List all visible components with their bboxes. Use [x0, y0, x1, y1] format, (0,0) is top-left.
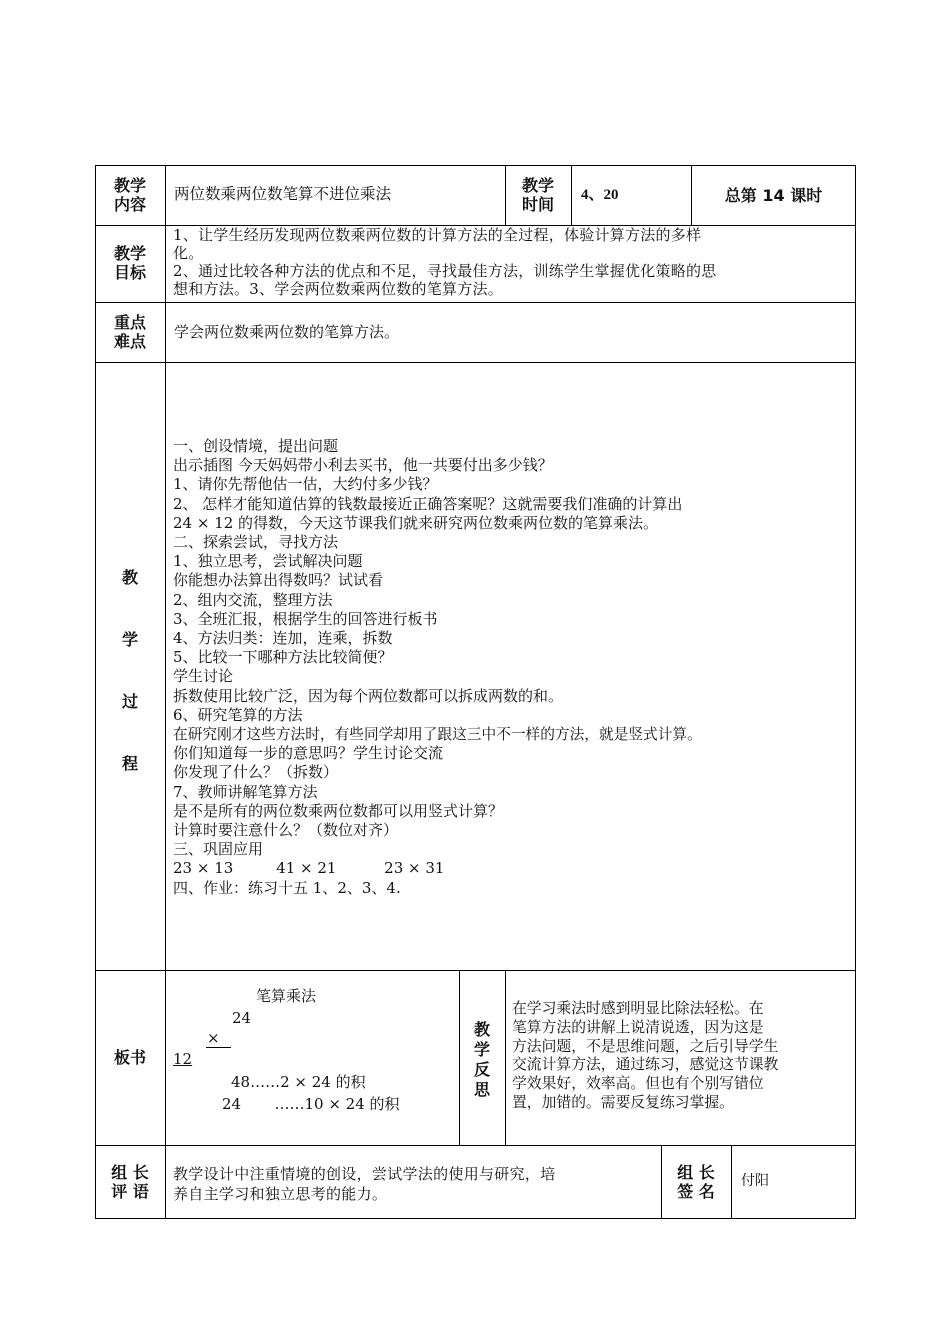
- reflection-line: 笔算方法的讲解上说清说透，因为这是: [512, 1018, 764, 1036]
- goals-label-text: 教学 目标: [113, 244, 146, 282]
- time-value: 4、20: [581, 187, 619, 203]
- process-line: 四、作业：练习十五 1、2、3、4.: [173, 878, 401, 897]
- review-line: 教学设计中注重情境的创设，尝试学法的使用与研究，培: [173, 1165, 556, 1183]
- goals-label: [95, 244, 165, 282]
- row-divider: [95, 970, 856, 971]
- reflection-line: 学效果好，效率高。但也有个别写错位: [512, 1075, 764, 1093]
- process-line: 二、探索尝试，寻找方法: [173, 533, 339, 552]
- process-label-char: 程: [121, 754, 138, 773]
- process-line: 你们知道每一步的意思吗？学生讨论交流: [173, 744, 444, 763]
- process-line: 24 × 12 的得数，今天这节课我们就来研究两位数乘两位数的笔算乘法。: [173, 513, 659, 532]
- process-text: [173, 437, 702, 898]
- sign-value: 付阳: [741, 1173, 769, 1189]
- lesson-total: 总第 14 课时: [724, 186, 823, 205]
- review-line: 养自主学习和独立思考的能力。: [173, 1185, 388, 1203]
- review-label: [95, 1163, 165, 1201]
- keypoints-value: 学会两位数乘两位数的笔算方法。: [174, 323, 400, 341]
- goals-line: 2、通过比较各种方法的优点和不足，寻找最佳方法，训练学生掌握优化策略的思: [173, 262, 717, 280]
- time-label-text: 教学 时间: [521, 176, 554, 214]
- process-label-char: 过: [121, 692, 138, 711]
- reflection-line: 置，加错的。需要反复练习掌握。: [512, 1093, 734, 1111]
- row-divider: [95, 1145, 856, 1146]
- process-line: 2、 怎样才能知道估算的钱数最接近正确答案呢？这就需要我们准确的计算出: [173, 494, 683, 513]
- row-divider: [95, 362, 856, 363]
- process-line: 7、教师讲解笔算方法: [173, 782, 318, 801]
- board-step2: 24 ……10 × 24 的积: [222, 1095, 400, 1113]
- keypoints-label-text: 重点 难点: [113, 313, 146, 351]
- goals-line: 化。: [173, 244, 204, 262]
- review-label-text: 组 长 评 语: [111, 1163, 149, 1201]
- board-num2: 12: [173, 1050, 193, 1068]
- process-line: 5、比较一下哪种方法比较简便？: [173, 648, 393, 667]
- col-divider: [165, 165, 166, 1219]
- process-line: 在研究刚才这些方法时，有些同学却用了跟这三中不一样的方法，就是竖式计算。: [173, 726, 702, 744]
- process-line: 3、全班汇报，根据学生的回答进行板书: [173, 609, 438, 628]
- process-line: 2、组内交流，整理方法: [173, 590, 333, 609]
- reflection-line: 在学习乘法时感到明显比除法轻松。在: [512, 1000, 764, 1017]
- board-times: ×: [207, 1029, 220, 1047]
- process-line: 你发现了什么？（拆数）: [173, 763, 339, 782]
- board-num1: 24: [232, 1009, 252, 1027]
- board-title: 笔算乘法: [256, 987, 317, 1005]
- board-step1: 48……2 × 24 的积: [231, 1073, 366, 1091]
- board-rule: [206, 1047, 231, 1048]
- content-value: 两位数乘两位数笔算不进位乘法: [174, 185, 392, 203]
- reflection-label: [459, 1020, 505, 1100]
- content-label: [95, 176, 165, 214]
- col-divider: [731, 1145, 732, 1219]
- process-line: 一、创设情境，提出问题: [173, 437, 339, 455]
- content-label-text: 教学 内容: [113, 176, 146, 214]
- process-label-char: 教: [121, 568, 138, 587]
- reflection-text: [512, 1000, 778, 1113]
- col-divider: [571, 165, 572, 225]
- process-line: 拆数使用比较广泛，因为每个两位数都可以拆成两数的和。: [173, 686, 564, 705]
- goals-text: [173, 226, 717, 298]
- reflection-line: 交流计算方法，通过练习，感觉这节课教: [512, 1056, 779, 1074]
- keypoints-label: [95, 313, 165, 351]
- process-line: 1、独立思考，尝试解决问题: [173, 552, 363, 571]
- process-line: 1、请你先帮他估一估，大约付多少钱？: [173, 475, 438, 494]
- process-line: 4、方法归类：连加，连乘，拆数: [173, 629, 393, 648]
- process-label-char: 学: [121, 630, 138, 649]
- process-line: 出示插图 今天妈妈带小利去买书，他一共要付出多少钱？: [173, 456, 553, 475]
- process-line: 计算时要注意什么？（数位对齐）: [173, 821, 399, 840]
- sign-label-text: 组 长 签 名: [677, 1163, 715, 1201]
- col-divider: [505, 970, 506, 1145]
- row-divider: [95, 302, 856, 303]
- process-line: 三、巩固应用: [173, 840, 264, 859]
- time-label: [505, 176, 571, 214]
- goals-line: 1、让学生经历发现两位数乘两位数的计算方法的全过程，体验计算方法的多样: [173, 226, 702, 244]
- process-line: 你能想办法算出得数吗？试试看: [173, 571, 384, 590]
- process-line: 是不是所有的两位数乘两位数都可以用竖式计算？: [173, 801, 504, 820]
- reflection-line: 方法问题，不是思维问题，之后引导学生: [512, 1037, 779, 1055]
- goals-line: 想和方法。3、学会两位数乘两位数的笔算方法。: [173, 280, 504, 298]
- process-label: [95, 568, 165, 816]
- process-line: 23 × 13 41 × 21 23 × 31: [173, 859, 445, 878]
- reflection-label-text: 教 学 反 思: [473, 1020, 490, 1099]
- sign-label: [661, 1163, 731, 1201]
- process-line: 6、研究笔算的方法: [173, 705, 303, 724]
- board-label: 板书: [113, 1048, 146, 1067]
- review-text: [173, 1164, 556, 1204]
- process-line: 学生讨论: [173, 667, 234, 686]
